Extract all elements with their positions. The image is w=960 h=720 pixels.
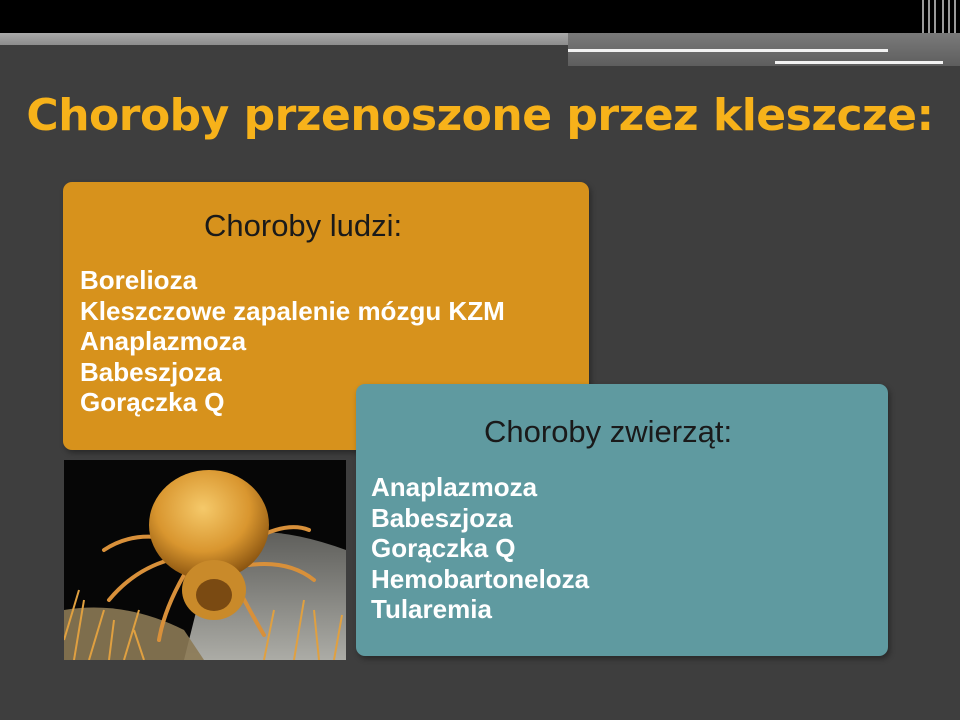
decorative-line bbox=[568, 49, 888, 52]
human-diseases-heading: Choroby ludzi: bbox=[204, 208, 403, 243]
tick-photo bbox=[64, 460, 346, 660]
list-item: Hemobartoneloza bbox=[371, 563, 590, 594]
list-item: Borelioza bbox=[80, 265, 198, 295]
list-item: Gorączka Q bbox=[80, 387, 225, 417]
animal-diseases-box bbox=[356, 384, 888, 656]
top-bar bbox=[0, 0, 960, 33]
list-item: Kleszczowe zapalenie mózgu KZM bbox=[80, 295, 505, 326]
animal-diseases-list bbox=[371, 472, 589, 625]
list-item: Anaplazmoza bbox=[80, 326, 247, 356]
animal-diseases-heading: Choroby zwierząt: bbox=[484, 414, 733, 449]
list-item: Babeszjoza bbox=[371, 502, 513, 533]
list-item: Tularemia bbox=[371, 594, 492, 624]
decorative-line bbox=[775, 61, 943, 64]
slide-title: Choroby przenoszone przez kleszcze: bbox=[26, 90, 934, 141]
tick-illustration bbox=[64, 460, 346, 660]
list-item: Babeszjoza bbox=[80, 356, 222, 387]
list-item: Anaplazmoza bbox=[371, 472, 538, 502]
list-item: Gorączka Q bbox=[371, 533, 516, 563]
decorative-stripe bbox=[0, 33, 568, 45]
